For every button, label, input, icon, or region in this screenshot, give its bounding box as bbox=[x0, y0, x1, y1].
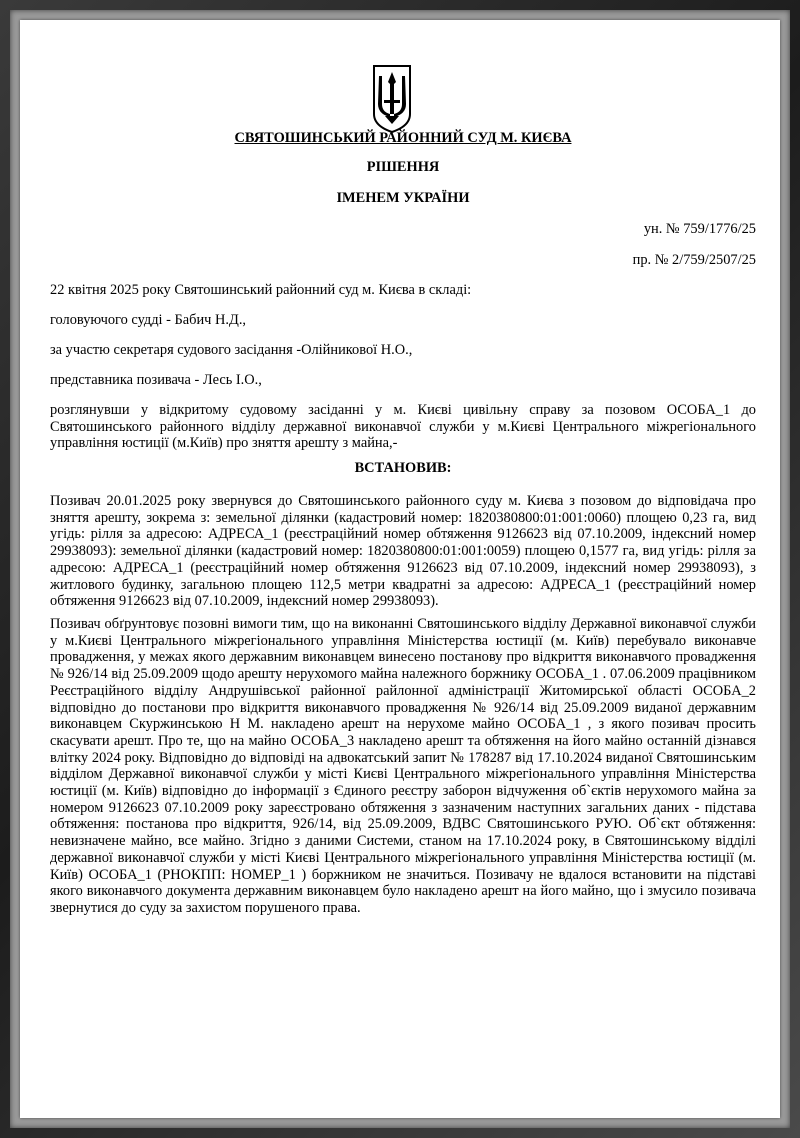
document-type: РІШЕННЯ bbox=[366, 159, 440, 175]
intro-line: за участю секретаря судового засідання -Олійникової Н.О., bbox=[50, 342, 413, 358]
trident-emblem-icon bbox=[370, 64, 414, 134]
paragraph-claim: Позивач 20.01.2025 року звернувся до Святошинського районного суду м. Києва з позовом до відповідача про зняття арешту, зокрема з: земельної ділянки (кадастровий номер: 1820380800:01:001:0060) площею 0,23 га, вид угідь: рілля за адресою: АДРЕСА_1 (реєстраційний номер обтяження 9126623 від 07.10.2009, індексний номер 29938093): земельної ділянки (кадастровий номер: 1820380800:01:001:0059) площею 0,1577 га, вид угідь: рілля за адресою: АДРЕСА_1 (реєстраційний номер обтяження 9126623 від 07.10.2009, індексний номер 29938093), з житлового будинку, загальною площею 112,5 метри квадратні за адресою: АДРЕСА_1 (реєстраційний номер обтяження 9126623 від 07.10.2009, індексний номер 29938093). bbox=[50, 493, 756, 610]
intro-line: представника позивача - Лесь І.О., bbox=[50, 372, 262, 388]
case-consideration-paragraph: розглянувши у відкритому судовому засіданні у м. Києві цивільну справу за позовом ОСОБА_1 до Святошинського районного відділу державної виконавчої служби у м.Києві Центрального міжрегіонального управління юстиції (м.Київ) про зняття арешту з майна,- bbox=[50, 402, 756, 452]
case-proceeding-number: пр. № 2/759/2507/25 bbox=[632, 252, 756, 268]
case-unique-number: ун. № 759/1776/25 bbox=[643, 221, 756, 237]
intro-line: 22 квітня 2025 року Святошинський районний суд м. Києва в складі: bbox=[50, 282, 472, 298]
intro-line: головуючого судді - Бабич Н.Д., bbox=[50, 312, 247, 328]
in-name-of-ukraine: ІМЕНЕМ УКРАЇНИ bbox=[336, 190, 470, 206]
court-name: СВЯТОШИНСЬКИЙ РАЙОННИЙ СУД М. КИЄВА bbox=[234, 130, 572, 146]
document-page bbox=[20, 20, 780, 1118]
paragraph-grounds: Позивач обґрунтовує позовні вимоги тим, що на виконанні Святошинського відділу Державної виконавчої служби у м.Києві Центрального міжрегіонального управління Міністерства юстиції (м. Київ) перебувало виконавче провадження, у межах якого державним виконавцем винесено постанову про відкриття виконавчого провадження № 926/14 від 25.09.2009 щодо арешту нерухомого майна належного боржнику ОСОБА_1 . 07.06.2009 працівником Реєстраційного відділу Андрушівської районної райлонної адміністрації Житомирської області ОСОБА_2 відповідно до постанови про відкриття виконавчого провадження № 926/14 від 25.09.2009 виданої державним виконавцем Скуржинською Н М. накладено арешт на нерухоме майно ОСОБА_1 , з якого позивач просить скасувати арешт. Про те, що на майно ОСОБА_3 накладено арешт та обтяження на його майно останній дізнався влітку 2024 року. Відповідно до відповіді на адвокатський запит № 178287 від 17.10.2024 виданої Святошинським відділом Державної виконавчої служби у місті Києві Центрального міжрегіонального управління Міністерства юстиції (м. Київ) відповідно до інформації з Єдиного реєстру заборон відчуження об`єктів нерухомого майна за номером 9126623 07.10.2009 року зареєстровано обтяження з зазначеним наступних загальних даних - підстава обтяження: постанова про відкриття, 926/14, від 25.09.2009, ВДВС Святошинського РУЮ. Об`єкт обтяження: невизначене майно, все майно. Згідно з даними Системи, станом на 17.10.2024 року, в Святошинському відділі державної виконавчої служби у місті Києві Центрального міжрегіонального управління Міністерства юстиції (м. Київ) ОСОБА_1 (РНОКПП: НОМЕР_1 ) боржником не значиться. Позивачу не вдалося встановити на підставі якого виконавчого документа державним виконавцем було накладено арешт на його майно, що і змусило позивача звернутися до суду за захистом порушеного права. bbox=[50, 616, 756, 916]
established-heading: ВСТАНОВИВ: bbox=[354, 460, 452, 476]
